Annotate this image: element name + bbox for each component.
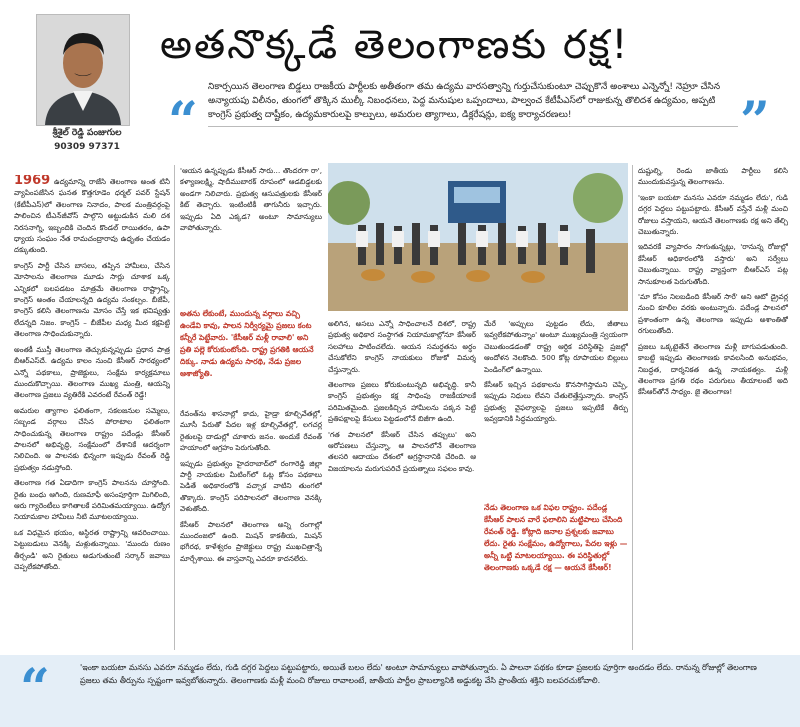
- intro-text: నికార్సయిన తెలంగాణ బిడ్డలు రాజకీయ పార్టీలకు అతీతంగా తమ ఉద్యమ వారసత్వాన్ని గుర్తుచేసుకుంటూ చెప్పుకొనే అంశాలు ఎన్నెన్నో! నెహ్రూ చేసిన అన్యాయపు విలీనం, తుంగలో తొక్కిన ముల్కీ నిబంధనలు, పెద్ద మనుషుల ఒప్పందాలు, పాల్వంచ కేటీపీఎస్‌లో రాజుకున్న తొలిదశ ఉద్యమం, అప్పటి కాంగ్రెస్ ప్రభుత్వ దాష్టీకం, ఉద్యమకారులపై కాల్పులు, అమరుల త్యాగాలు, డిక్లరేషన్లు, ఐక్య కార్యాచరణలు!: [208, 80, 738, 127]
- paragraph: ఇప్పుడు ప్రభుత్వం హైదరాబాద్‌లో రంగారెడ్డి జిల్లా పార్టీ నాయకుల మీటింగ్‌లో ఓట్ల కోసం పథకాలు పెడితే అధికారంలోకి వచ్చాక వాటిని తుంగలో తొక్కారు. కాంగ్రెస్ పరిపాలనలో తెలంగాణ వెనక్కి వెళుతోంది.: [180, 458, 322, 514]
- bottom-quote-text: 'ఇంకా బయటా మనసు ఎవరూ నమ్మడం లేదు, గుడి దగ్గర పెద్దలు పట్టుపట్టారు, అయితే బలం లేదు' అంటూ సామాన్యులు వాపోతున్నారు. ఏ పాలనా పథకం కూడా ప్రజలకు పూర్తిగా అందడం లేదు. రానున్న రోజుల్లో తెలంగాణ ప్రజలు తమ తీర్పును స్పష్టంగా ఇవ్వబోతున్నారు. తెలంగాణకు మళ్లీ మంచి రోజులు రావాలంటే, జాతీయ పార్టీల ప్రాబల్యానికి అడ్డుకట్ట వేసి ప్రాంతీయ శక్తిని బలపరచుకోవాలి.: [80, 663, 757, 685]
- column-2-lower: [180, 408, 322, 653]
- pull-quote: అతను లేకుంటే, ముందున్న వర్గాలు వచ్చి ఉండేవి కావు, పాలన నిర్వీర్యమై ప్రజలు కంట కన్నీరే పెట్టేవారు. 'కేసీఆర్ మళ్లీ రావాలి' అని ప్రతి పల్లె కోరుకుంటోంది. రాష్ట్ర ప్రగతికి ఆయనే దిక్కు. నాడు ఉద్యమ సారథి, నేడు ప్రజల ఆశాజ్యోతి.: [180, 309, 314, 378]
- pull-quote: నేడు తెలంగాణ ఒక విఫల రాష్ట్రం. పదేండ్ల కేసీఆర్ పాలన వారే ఫలాలిని మట్టిపాలు చేసింది రేవంత్ రెడ్డి. కోట్లాది జనాల ప్రశ్నలకు జవాబు లేదు. రైతు సంక్షేమం, ఉద్యోగాలు, పేదల ఇళ్లు — అన్నీ ఒట్టి మాటలయ్యాయి. ఈ పరిస్థితుల్లో తెలంగాణకు ఒక్కడే రక్ష — ఆయనే కేసీఆర్!: [484, 503, 628, 572]
- paragraph: ప్రజలు ఒక్కటైతేనే తెలంగాణ మళ్లీ బాగుపడుతుంది. కాబట్టి ఇప్పుడు తెలంగాణకు కావలసింది అనుభవం, నిబద్ధత, దార్శనికత ఉన్న నాయకత్వం. మళ్లీ తెలంగాణ ప్రగతి రథం పరుగులు తీయాలంటే అది కేసీఆర్‌తోనే సాధ్యం. జై తెలంగాణ!: [638, 341, 788, 397]
- paragraph: ఒక విధమైన భయం, అస్థిరత రాష్ట్రాన్ని ఆవరించాయి. పెట్టుబడులు వెనక్కి మళ్లుతున్నాయి. 'ముందు రుణం తీర్చండి' అని రైతులు అడుగుతుంటే సర్కార్ జవాబు చెప్పలేకపోతోంది.: [14, 527, 170, 571]
- news-photo: [328, 163, 628, 311]
- paragraph: 'గత పాలనలో కేసీఆర్ చేసిన తప్పులు' అని ఆరోపణలు చేస్తున్నా, ఆ పాలనలోనే తెలంగాణ తలసరి ఆదాయం దేశంలో అగ్రస్థానానికి చేరింది. ఆ విజయాలను మరుగుపరిచే ప్రయత్నాలు సఫలం కావు.: [328, 429, 476, 473]
- author-name: శ్రీశైల్ రెడ్డి పంజుగుల: [52, 128, 122, 138]
- column-2: [180, 165, 322, 305]
- column-5: [638, 165, 788, 653]
- column-divider: [632, 165, 633, 650]
- paragraph-text: ఉద్యమాన్ని రాజేసి తెలంగాణ అంత టినీ వ్యాపింపజేసిన ఘనత కొత్తగూడెం ధర్మల్ పవర్ స్టేషన్ (కేటీపీఎస్)లో తెలంగాణ నినాదం, పాలక మంత్రివర్గంపై పాలించిన టీఎన్‌జీవోస్ పాల్గొని అట్టుడుకిన మలి దశ నిరసనాగ్ని, ఇబ్బందికి చెందిన కొండల్ రాయితరం, ఉపా ధ్యాయ సంఘం నేత రామచంద్రారావు ఉధృతం చేయడం దక్కుతుంది.: [14, 177, 170, 255]
- author-phone: 90309 97371: [54, 142, 120, 152]
- paragraph: కాంగ్రెస్ పార్టీ చేసిన బాసలు, తప్పిన హామీలు, చేసిన మోసాలను తెలంగాణ మూడు సార్లు చూశాక ఒక్క ఎన్నికలో బలపడటం మాత్రమే తెలంగాణ రాష్ట్రాన్ని, కాంగ్రెస్ అంతం చేయాలన్నది ఉద్యమ సంకల్పం. బీజేపీ, కాంగ్రెస్ కలిసి తెలంగాణను మోసం చేస్తే ఇక భవిష్యత్తు లేదన్నది నిజం. కాంగ్రెస్ – బీజేపీల మధ్య మీద కక్షపెట్టి తెలంగాణ సాధించుకున్నారు.: [14, 260, 170, 339]
- column-divider: [174, 165, 175, 650]
- paragraph: 'మా కోసం నిలబడింది కేసీఆర్ సారే' అని ఆటో డ్రైవర్ల నుంచి కూలీల వరకు అంటున్నారు. పదేండ్ల పాలనలో ప్రశాంతంగా ఉన్న తెలంగాణ ఇప్పుడు అశాంతితో రగులుతోంది.: [638, 292, 788, 336]
- paragraph: అలిగిన, అసలు ఎన్నో సాధించాలనే దిశలో, రాష్ట్ర ప్రభుత్వ అధికార సంస్థాగత నియామకాల్లోనూ కేసీఆర్ సలహాలు పాటించలేదు. ఆయన సమర్థతను అర్థం చేసుకోలేని కాంగ్రెస్ నాయకులు రోజుకో విమర్శ చేస్తున్నారు.: [328, 319, 476, 374]
- open-quote-icon: “: [168, 91, 198, 152]
- paragraph: మేరే 'అప్పులు పుట్టడం లేదు, జీతాలు ఇవ్వలేకపోతున్నాం' అంటూ ముఖ్యమంత్రి స్వయంగా చెబుతుండడంతో రాష్ట్ర ఆర్థిక పరిస్థితిపై ప్రజల్లో ఆందోళన నెలకొంది. 500 కోట్ల రూపాయల బిల్లులు పెండింగ్‌లో ఉన్నాయి.: [484, 319, 628, 374]
- paragraph: ఇదివరకే వ్యాపారం సాగుతున్నట్లు, 'రానున్న రోజుల్లో కేసీఆర్ అధికారంలోకి వస్తారు' అని సర్వేలు చెబుతున్నాయి. రాష్ట్ర వ్యాప్తంగా బీఆర్ఎస్ పట్ల సానుకూలత పెరుగుతోంది.: [638, 242, 788, 286]
- column-3: [328, 318, 476, 653]
- column-4: [484, 318, 628, 498]
- open-quote-icon: “: [20, 658, 50, 719]
- paragraph: 'ఆయన ఉన్నప్పుడు కేసీఆర్ సారు… తొందరగా రా', కళ్యాణలక్ష్మి, షాదీముబారక్ రూపంలో ఆడబిడ్డలకు అండగా నిలిచారు. ప్రభుత్వ ఆసుపత్రులకు కేసీఆర్ కిట్ తెచ్చారు. ఇంటింటికీ తాగునీరు ఇచ్చారు. ఇప్పుడు ఏది ఎక్కడ? అంటూ సామాన్యులు వాపోతున్నారు.: [180, 166, 322, 233]
- close-quote-icon: ”: [740, 91, 770, 152]
- paragraph: అంతకీ ముస్తీ తెలంగాణ తెచ్చుకున్నప్పుడు ప్రధాన పాత్ర బీఆర్ఎస్‌దే. ఉద్యమ కాలం నుంచి కేసీఆర్ సారథ్యంలో ఎన్నో పథకాలు, ప్రాజెక్టులు, సంక్షేమ కార్యక్రమాలు ముందుకొచ్చాయి. తెలంగాణ ముఖ్య మంత్రి, ఆయన్ని తెలంగాణ ప్రజలు వ్యతిరేకి ఎవరంటే రేవంత్ రెడ్డే!: [14, 344, 170, 400]
- lead-year: 1969: [14, 175, 51, 188]
- paragraph: రేవంత్‌ను శాసనాల్లో కాదు, హైడ్రా కూల్చివేతల్లో, మూసీ పేరుతో పేదల ఇళ్ల కూల్చివేతల్లో, లగచర్ల రైతులపై దాడుల్లో చూశారు జనం. అందుకే రేవంత్ హయాంలో ఆగ్రహం పెరుగుతోంది.: [180, 409, 322, 453]
- paragraph: తెలంగాణ గత ఏడాదిగా కాంగ్రెస్ పాలనను చూస్తోంది. రైతు బంధు ఆగింది, రుణమాఫీ అసంపూర్తిగా మిగిలింది, ఆరు గ్యారెంటీలు కాగితాలకే పరిమితమయ్యాయి. ఉద్యోగ నియామకాల హామీలు నీటి మూటలయ్యాయి.: [14, 478, 170, 522]
- column-1: [14, 175, 170, 653]
- farmers-protest-photo-icon: [328, 163, 628, 311]
- paragraph: అమరుల త్యాగాల ఫలితంగా, సకలజనుల సమ్మెలు, సబ్బండ వర్గాలు చేసిన పోరాటాల ఫలితంగా సాధించుకున్న తెలంగాణ రాష్ట్రం పదేండ్లు కేసీఆర్ పాలనలో అభివృద్ధి, సంక్షేమంలో దేశానికే ఆదర్శంగా నిలిచింది. ఆ పాలనకు భిన్నంగా ఇప్పుడు రేవంత్ రెడ్డి ప్రభుత్వం నడుస్తోంది.: [14, 405, 170, 472]
- author-photo: [36, 14, 130, 126]
- paragraph: తెలంగాణ ప్రజలు కోరుకుంటున్నది అభివృద్ధి. కానీ కాంగ్రెస్ ప్రభుత్వం కక్ష సాధింపు రాజకీయాలకే పరిమితమైంది. ప్రజలకిచ్చిన హామీలను పక్కన పెట్టి ప్రతిపక్షాలపై కేసులు పెట్టడంలోనే బిజీగా ఉంది.: [328, 380, 476, 424]
- author-portrait-icon: [37, 15, 129, 125]
- paragraph: 'ఇంకా బయటా మనసు ఎవరూ నమ్మడం లేదు', గుడి దగ్గర పెద్దలు పట్టుపట్టారు. కేసీఆర్ వస్తేనే మళ్లీ మంచి రోజులు వస్తాయని, ఆయనే తెలంగాణకు రక్ష అని తేల్చి చెబుతున్నారు.: [638, 192, 788, 237]
- bottom-quote-box: [0, 655, 800, 727]
- paragraph: [14, 175, 170, 256]
- page-title: అతనొక్కడే తెలంగాణకు రక్ష!: [160, 22, 630, 68]
- paragraph: కేసీఆర్ ఇచ్చిన పథకాలను కొనసాగిస్తామని చెప్పి, ఇప్పుడు నిధులు లేవని చేతులెత్తేస్తున్నారు. కాంగ్రెస్ ప్రభుత్వ వైఫల్యాలపై ప్రజలు ఇప్పటికే తీర్పు ఇవ్వడానికి సిద్ధమయ్యారు.: [484, 380, 628, 424]
- paragraph: దుష్టుల్ని, రెండు జాతీయ పార్టీలు కలిసి ముందుకువస్తున్న తెలంగాణను.: [638, 166, 788, 187]
- paragraph: కేసీఆర్ పాలనలో తెలంగాణ అన్ని రంగాల్లో ముందంజలో ఉంది. మిషన్ కాకతీయ, మిషన్ భగీరథ, కాళేశ్వరం ప్రాజెక్టులు రాష్ట్ర ముఖచిత్రాన్నే మార్చేశాయి. ఈ వాస్తవాన్ని ఎవరూ కాదనలేరు.: [180, 519, 322, 563]
